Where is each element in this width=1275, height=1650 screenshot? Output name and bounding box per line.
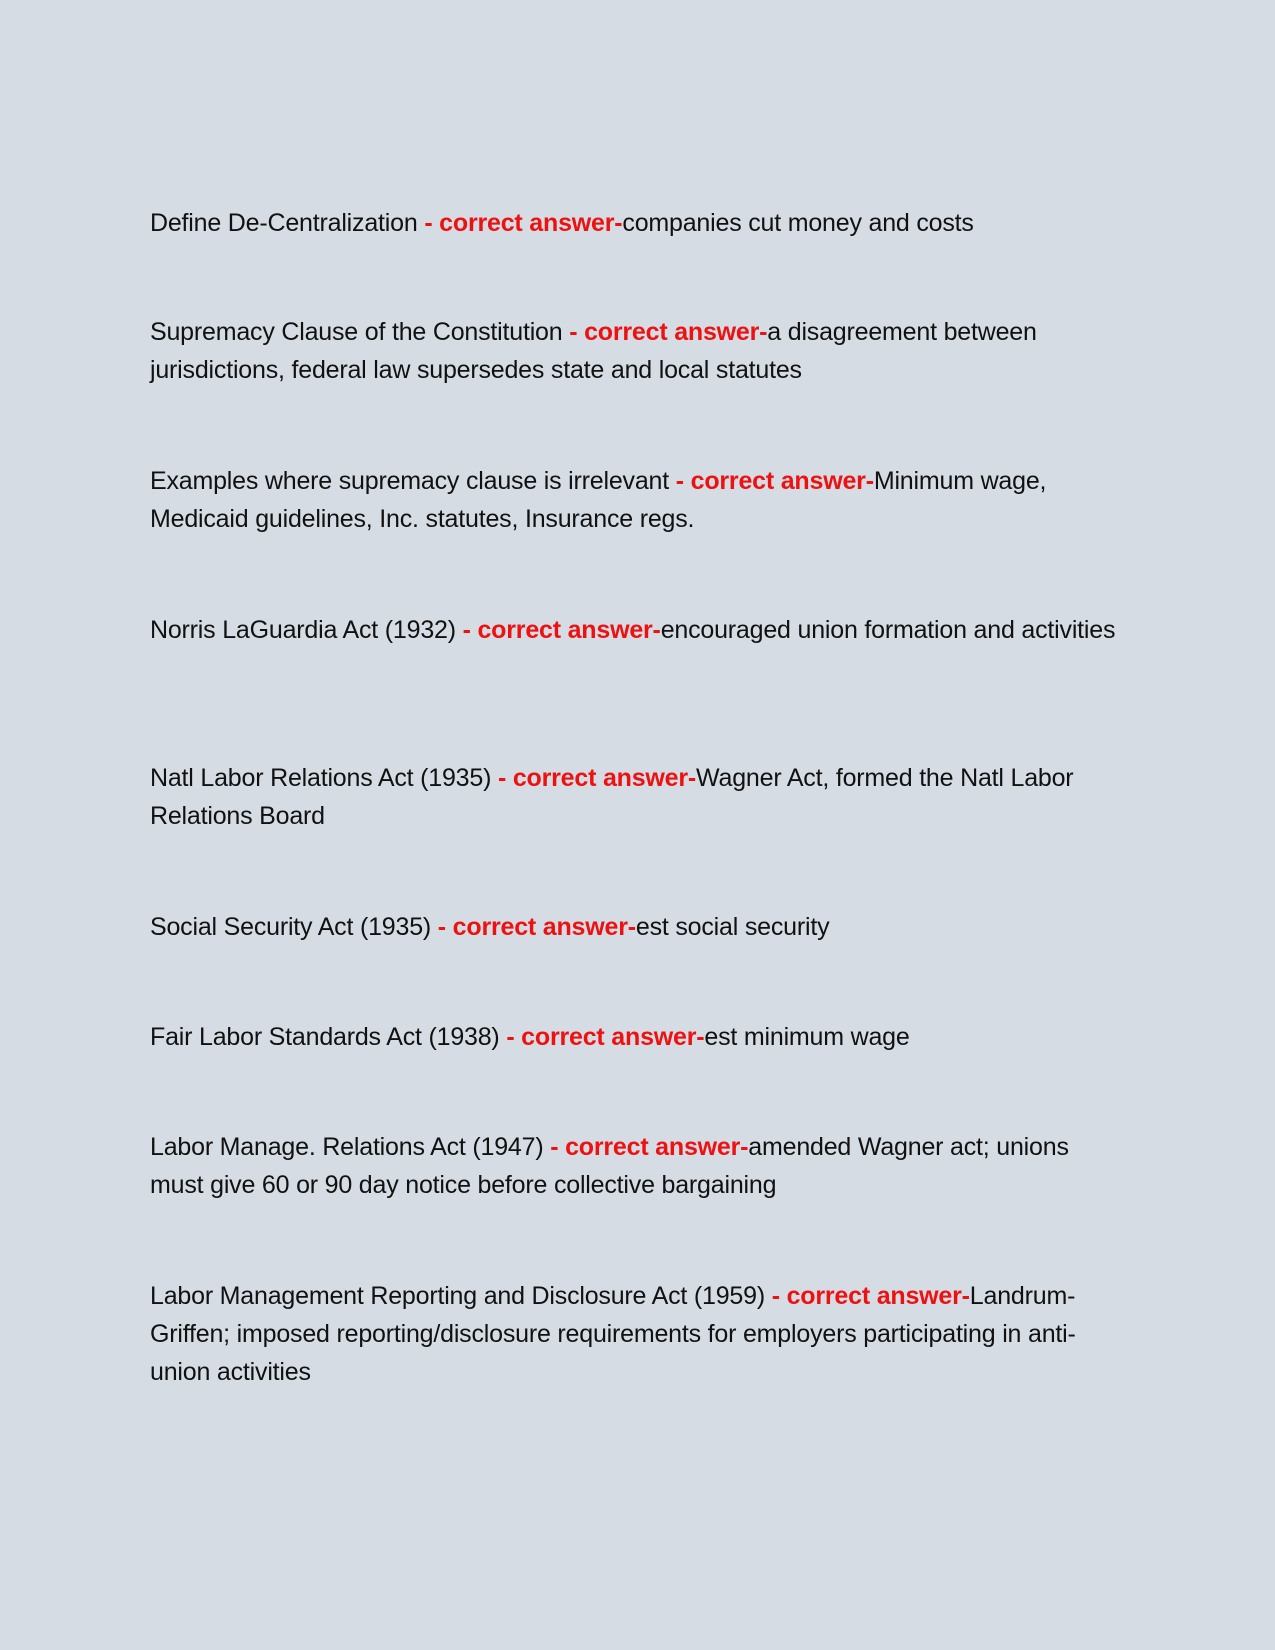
correct-answer-separator: - correct answer- — [569, 318, 768, 346]
correct-answer-separator: - correct answer- — [675, 467, 874, 495]
question-text: Define De-Centralization — [150, 209, 418, 237]
answer-text: est minimum wage — [704, 1023, 910, 1051]
correct-answer-separator: - correct answer- — [462, 616, 661, 644]
question-text: Natl Labor Relations Act (1935) — [150, 764, 492, 792]
question-text: Norris LaGuardia Act (1932) — [150, 616, 456, 644]
answer-text: est social security — [635, 913, 830, 941]
correct-answer-separator: - correct answer- — [497, 764, 697, 792]
qa-item-fair-labor-standards — [150, 1018, 1125, 1056]
question-text: Supremacy Clause of the Constitution — [150, 318, 563, 346]
qa-item-supremacy-irrelevant — [150, 462, 1125, 538]
qa-item-labor-manage-relations — [150, 1128, 1125, 1204]
correct-answer-separator: - correct answer- — [424, 209, 623, 237]
question-text: Examples where supremacy clause is irrelevant — [150, 467, 669, 495]
correct-answer-separator: - correct answer- — [437, 913, 636, 941]
question-text: Labor Manage. Relations Act (1947) — [150, 1133, 544, 1161]
answer-text: companies cut money and costs — [622, 209, 974, 237]
answer-text: a disagreement between jurisdictions, federal law supersedes state and local statutes — [150, 318, 1037, 384]
qa-item-decentralization — [150, 204, 1125, 242]
qa-item-norris-laguardia — [150, 611, 1125, 649]
answer-text: Landrum-Griffen; imposed reporting/disclosure requirements for employers participating in anti-union activities — [150, 1282, 1076, 1386]
correct-answer-separator: - correct answer- — [550, 1133, 749, 1161]
question-text: Labor Management Reporting and Disclosure Act (1959) — [150, 1282, 765, 1310]
qa-item-supremacy-clause — [150, 313, 1125, 389]
correct-answer-separator: - correct answer- — [771, 1282, 970, 1310]
answer-text: encouraged union formation and activities — [660, 616, 1116, 644]
answer-text: Wagner Act, formed the Natl Labor Relations Board — [150, 764, 1074, 830]
qa-item-social-security — [150, 908, 1125, 946]
qa-item-natl-labor-relations — [150, 759, 1125, 835]
answer-text: amended Wagner act; unions must give 60 or 90 day notice before collective bargaining — [150, 1133, 1069, 1199]
correct-answer-separator: - correct answer- — [506, 1023, 705, 1051]
question-text: Social Security Act (1935) — [150, 913, 432, 941]
question-text: Fair Labor Standards Act (1938) — [150, 1023, 500, 1051]
qa-item-labor-management-reporting — [150, 1277, 1125, 1391]
answer-text: Minimum wage, Medicaid guidelines, Inc. statutes, Insurance regs. — [150, 467, 1047, 533]
